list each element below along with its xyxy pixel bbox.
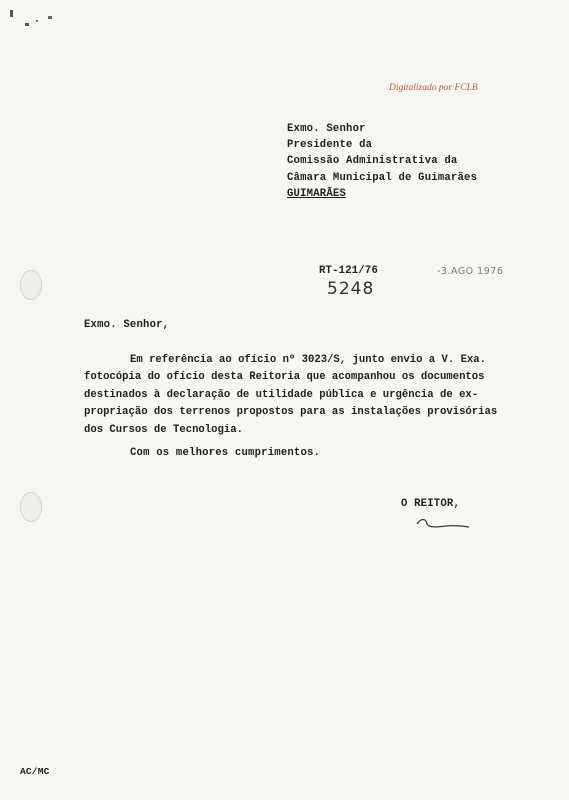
- punch-hole-top: [20, 270, 42, 300]
- recipient-line: Comissão Administrativa da: [287, 155, 458, 168]
- recipient-line: Exmo. Senhor: [287, 123, 366, 135]
- digitization-note: Digitalizado por FCLB: [389, 83, 478, 93]
- reference-code: RT-121/76: [319, 265, 379, 277]
- signatory-title: O REITOR,: [401, 498, 461, 510]
- body-line: propriação dos terrenos propostos para as instalações provisórias: [84, 406, 498, 419]
- footer-initials: AC/MC: [20, 766, 50, 777]
- signature: [414, 514, 474, 536]
- recipient-line: Câmara Municipal de Guimarães: [287, 171, 478, 184]
- punch-hole-bottom: [20, 492, 42, 522]
- date-stamp: -3.AGO 1976: [437, 266, 504, 277]
- recipient-line: Presidente da: [287, 139, 373, 152]
- letter-body: [84, 352, 497, 439]
- body-line: destinados à declaração de utilidade pública e urgência de ex-: [84, 388, 479, 401]
- body-line: fotocópia do ofício desta Reitoria que acompanhou os documentos: [84, 371, 485, 384]
- recipient-city: GUIMARÃES: [287, 187, 347, 200]
- body-line: dos Cursos de Tecnologia.: [84, 423, 243, 436]
- handwritten-number: 5248: [327, 279, 375, 299]
- salutation: Exmo. Senhor,: [84, 319, 170, 331]
- scan-marks: [8, 6, 68, 36]
- recipient-address: [287, 121, 477, 202]
- body-line: Em referência ao ofício nº 3023/S, junto envio a V. Exa.: [130, 354, 487, 366]
- closing: Com os melhores cumprimentos.: [130, 447, 321, 459]
